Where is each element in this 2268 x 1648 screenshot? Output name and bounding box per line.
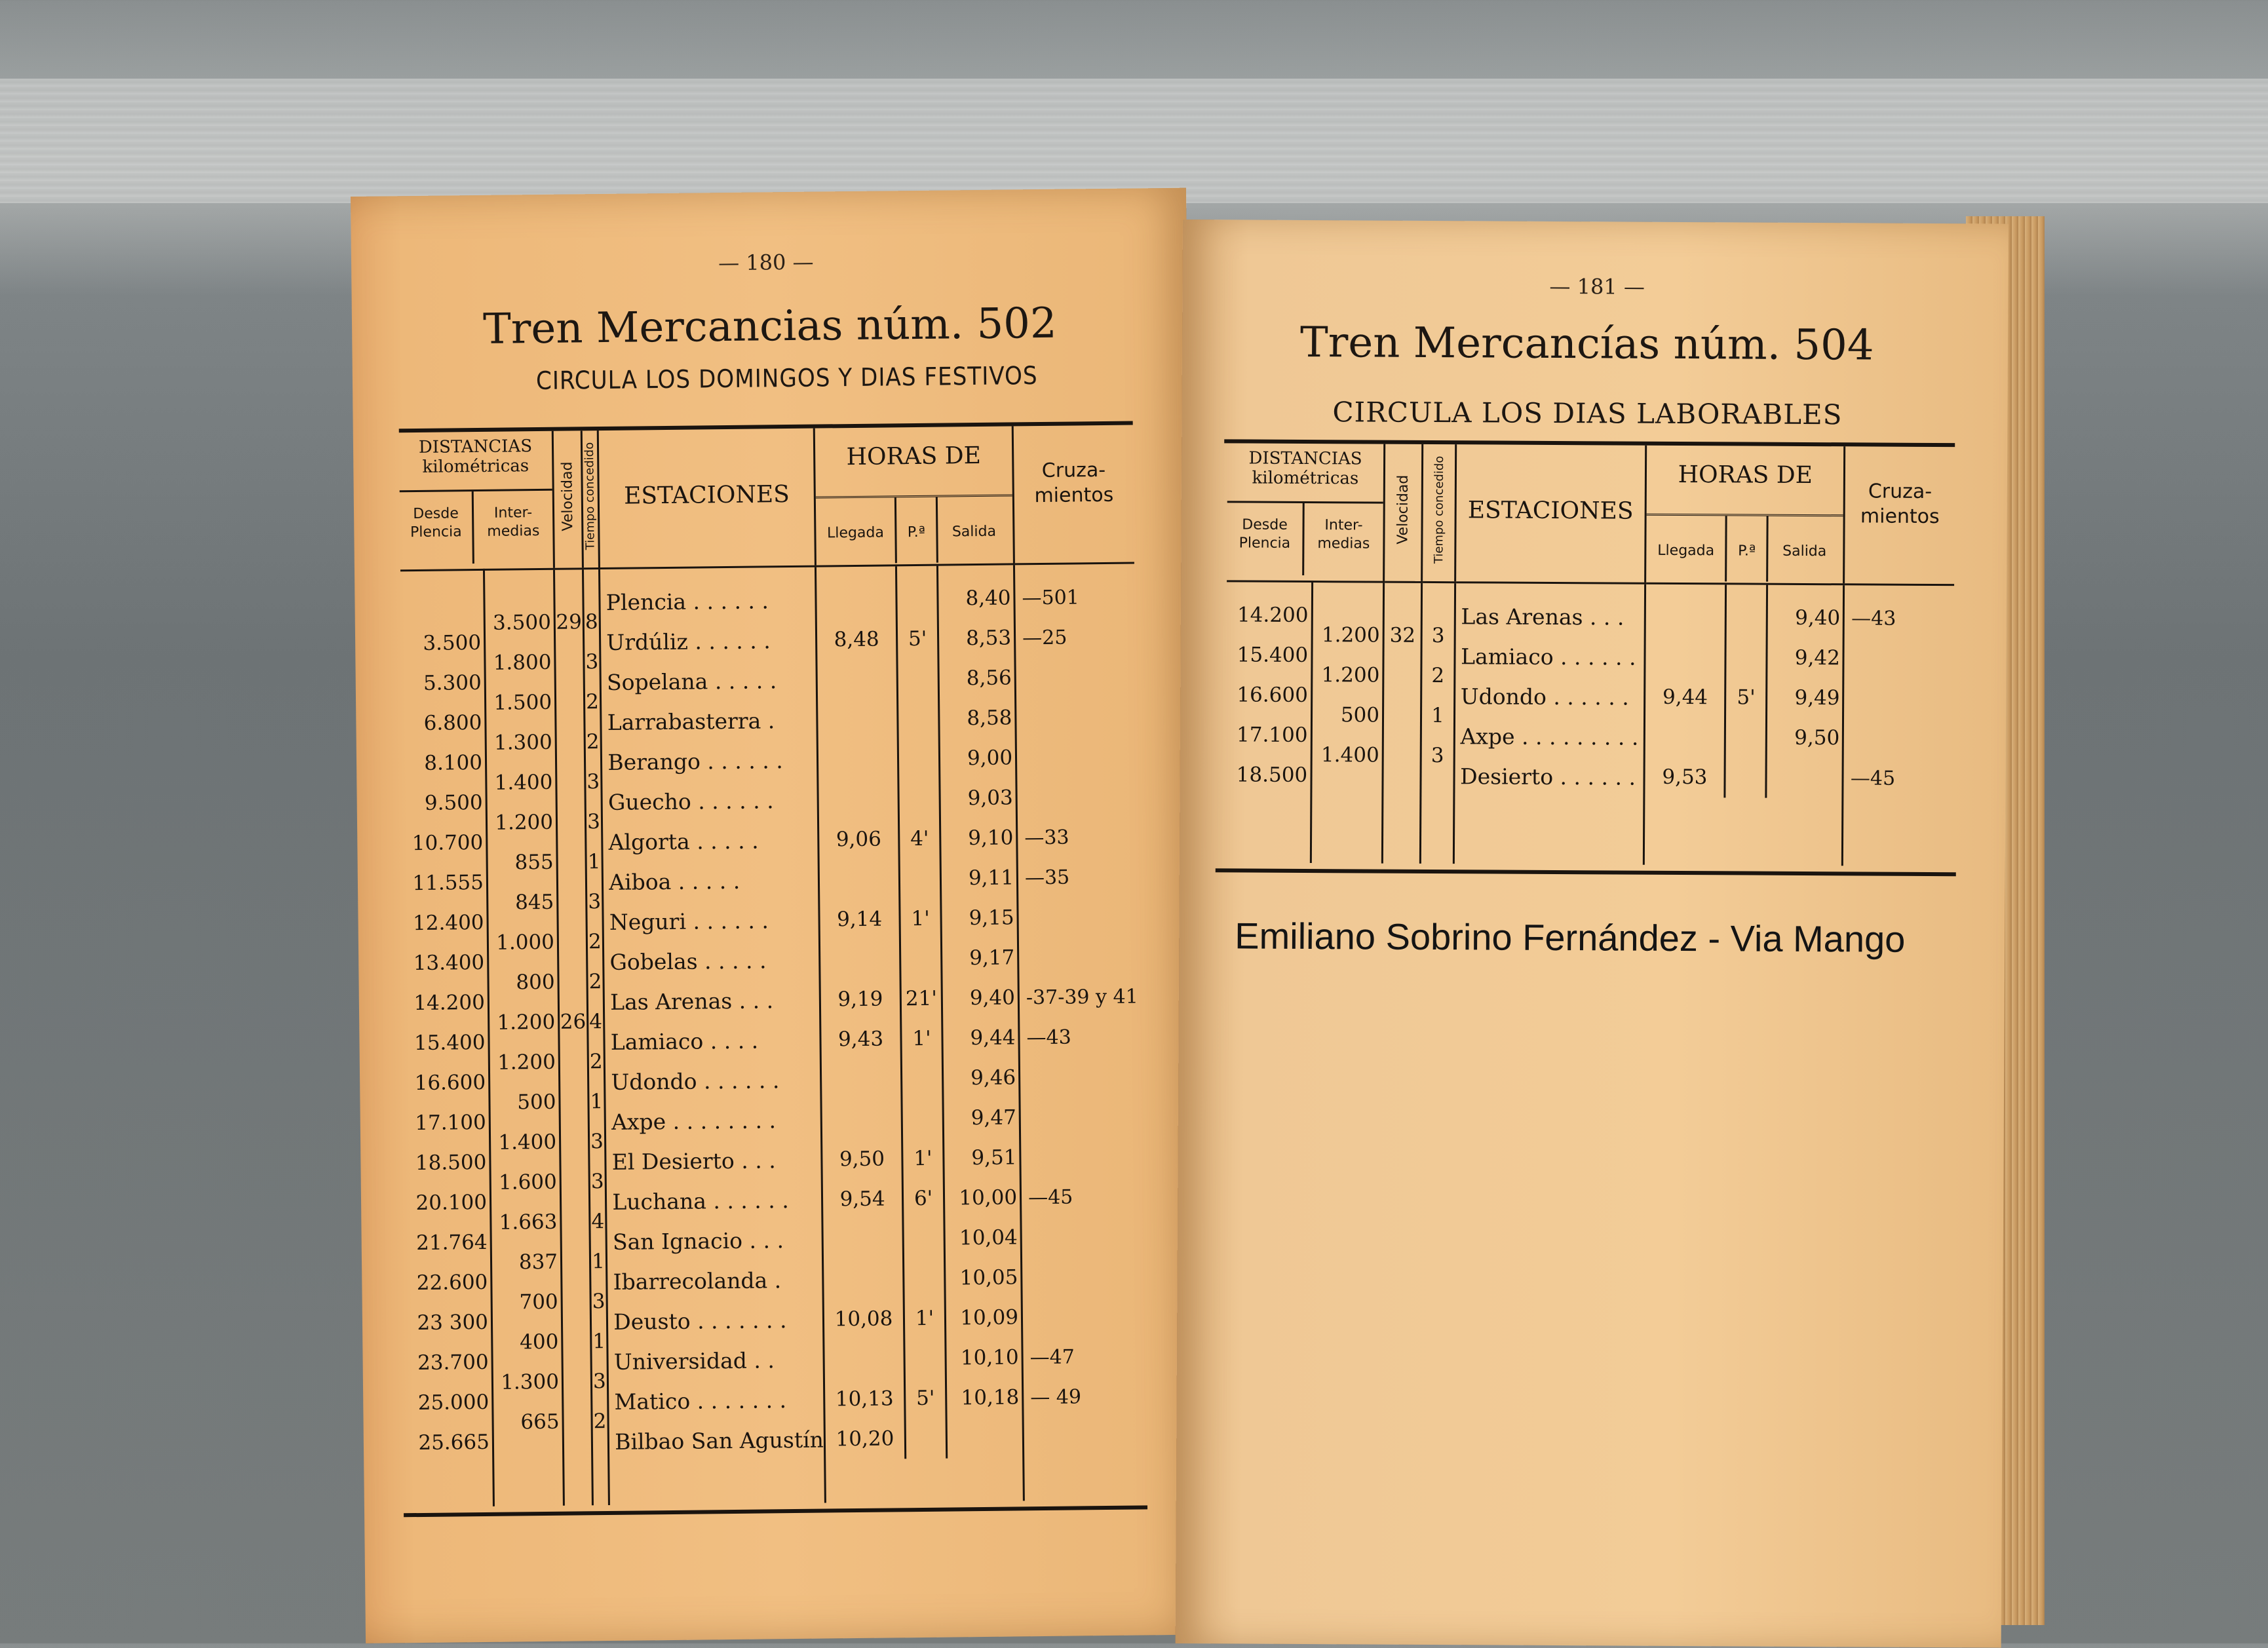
intermedias-cell: 855 bbox=[514, 850, 554, 874]
desde-cell: 22.600 bbox=[416, 1270, 488, 1295]
tiempo-cell: 2 bbox=[586, 729, 600, 754]
intermedias-cell: 800 bbox=[516, 970, 555, 994]
estaciones-cell: Berango . . . . . . bbox=[607, 747, 783, 775]
llegada-cell: 9,06 bbox=[836, 827, 882, 851]
tiempo-cell: 1 bbox=[1431, 703, 1444, 727]
pa-cell bbox=[901, 938, 941, 979]
salida-cell: 9,15 bbox=[969, 905, 1014, 930]
desde-cell: 18.500 bbox=[415, 1150, 487, 1175]
velocidad-cell bbox=[558, 842, 585, 882]
header-velocidad: Velocidad bbox=[1384, 444, 1423, 582]
header-salida: Salida bbox=[1766, 516, 1841, 583]
col-cruzamientos bbox=[1014, 563, 1144, 1501]
estaciones-cell: Lamiaco . . . . bbox=[610, 1027, 759, 1055]
tiempo-cell: 8 bbox=[585, 609, 598, 634]
llegada-cell bbox=[1646, 637, 1725, 678]
cruzamientos-cell: —33 bbox=[1024, 826, 1069, 849]
velocidad-cell bbox=[560, 1082, 587, 1122]
llegada-cell: 9,14 bbox=[836, 907, 883, 931]
header-estaciones: ESTACIONES bbox=[1455, 444, 1646, 583]
table-bottom-rule bbox=[1216, 868, 1956, 876]
desde-cell: 20.100 bbox=[415, 1190, 488, 1215]
cruzamientos-cell: —43 bbox=[1026, 1025, 1071, 1049]
desde-cell: 8.100 bbox=[424, 750, 483, 775]
pa-cell bbox=[1726, 757, 1765, 797]
velocidad-cell bbox=[1384, 695, 1421, 735]
header-desde: Desde Plencia bbox=[410, 505, 462, 541]
estaciones-cell: Udondo . . . . . . bbox=[611, 1067, 780, 1095]
cruzamientos-cell: —43 bbox=[1851, 606, 1896, 630]
page-subtitle: CIRCULA LOS DIAS LABORABLES bbox=[1332, 396, 1843, 431]
intermedias-cell: 1.000 bbox=[495, 930, 555, 955]
cruzamientos-cell bbox=[1851, 718, 1953, 759]
salida-cell: 8,53 bbox=[965, 625, 1012, 650]
pa-cell bbox=[906, 1418, 946, 1459]
desde-cell: 21.764 bbox=[415, 1230, 488, 1255]
estaciones-cell: Guecho . . . . . . bbox=[607, 787, 774, 815]
estaciones-cell: Udondo . . . . . . bbox=[1460, 683, 1629, 710]
intermedias-cell: 1.300 bbox=[501, 1370, 560, 1394]
tiempo-cell: 3 bbox=[590, 1129, 604, 1153]
header-pa: P.ª bbox=[894, 497, 936, 564]
desde-cell: 15.400 bbox=[413, 1030, 486, 1055]
salida-cell: 9,46 bbox=[970, 1065, 1016, 1090]
velocidad-cell bbox=[564, 1402, 590, 1442]
velocidad-cell bbox=[561, 1162, 588, 1202]
intermedias-cell: 1.600 bbox=[498, 1170, 557, 1195]
pa-cell: 5' bbox=[908, 626, 927, 651]
cruzamientos-cell bbox=[1022, 657, 1136, 698]
desde-cell: 9.500 bbox=[424, 790, 483, 815]
intermedias-cell: 400 bbox=[519, 1330, 559, 1354]
header-inter: Inter- medias bbox=[472, 491, 553, 564]
intermedias-cell: 1.400 bbox=[498, 1130, 557, 1155]
cruzamientos-cell bbox=[1028, 1136, 1141, 1178]
velocidad-cell bbox=[560, 1042, 587, 1082]
tiempo-cell: 3 bbox=[590, 1169, 604, 1193]
page-title: Tren Mercancías núm. 504 bbox=[1299, 318, 1874, 370]
llegada-cell bbox=[824, 1259, 903, 1299]
cruzamientos-cell: -37-39 y 41 bbox=[1026, 984, 1138, 1009]
intermedias-cell: 500 bbox=[1340, 702, 1380, 727]
pa-cell: 5' bbox=[1737, 685, 1756, 710]
llegada-cell: 9,53 bbox=[1662, 765, 1708, 789]
salida-cell bbox=[1767, 757, 1839, 798]
col-estaciones bbox=[1453, 582, 1645, 865]
llegada-cell bbox=[818, 699, 897, 740]
page-subtitle: CIRCULA LOS DOMINGOS Y DIAS FESTIVOS bbox=[535, 361, 1038, 396]
col-velocidad bbox=[1382, 582, 1422, 864]
desde-cell: 15.400 bbox=[1237, 642, 1309, 667]
pa-cell bbox=[898, 699, 938, 739]
desde-cell: 17.100 bbox=[1236, 722, 1308, 747]
cruzamientos-cell: —25 bbox=[1022, 626, 1067, 649]
desde-cell: 6.800 bbox=[423, 710, 482, 735]
desde-cell: 3.500 bbox=[423, 630, 482, 655]
col-estaciones bbox=[600, 566, 826, 1505]
cruzamientos-cell bbox=[1027, 1056, 1140, 1098]
left-page bbox=[351, 188, 1201, 1643]
salida-cell: 10,05 bbox=[959, 1265, 1018, 1290]
pa-cell bbox=[904, 1218, 944, 1259]
timetable-504 bbox=[1225, 443, 1955, 866]
estaciones-cell: Desierto . . . . . . bbox=[1460, 763, 1636, 790]
llegada-cell bbox=[1646, 597, 1725, 638]
desde-cell: 25.000 bbox=[417, 1390, 490, 1415]
desde-cell: 11.555 bbox=[412, 870, 484, 895]
pa-cell bbox=[905, 1338, 945, 1379]
tiempo-cell: 1 bbox=[590, 1089, 604, 1113]
llegada-cell bbox=[818, 779, 898, 820]
tiempo-cell: 3 bbox=[585, 649, 599, 674]
pa-cell bbox=[897, 579, 937, 619]
tiempo-cell: 3 bbox=[1431, 743, 1444, 767]
cruzamientos-cell bbox=[1026, 936, 1139, 978]
estaciones-cell: San Ignacio . . . bbox=[612, 1227, 784, 1255]
pa-cell bbox=[898, 659, 938, 699]
scanner-strip bbox=[0, 79, 2268, 203]
estaciones-cell: Luchana . . . . . . bbox=[612, 1187, 789, 1215]
header-tiempo: Tiempo concedido bbox=[1422, 444, 1455, 582]
desde-cell: 23 300 bbox=[417, 1310, 489, 1335]
estaciones-cell: Aiboa . . . . . bbox=[609, 868, 740, 895]
pa-cell: 1' bbox=[915, 1306, 934, 1330]
header-inter: Inter- medias bbox=[1302, 503, 1383, 576]
estaciones-cell: Larrabasterra . bbox=[607, 707, 775, 735]
tiempo-cell: 1 bbox=[592, 1329, 606, 1353]
header-llegada: Llegada bbox=[826, 524, 884, 542]
col-intermedias bbox=[1311, 581, 1384, 864]
pa-cell bbox=[902, 1058, 942, 1099]
col-intermedias bbox=[484, 569, 564, 1506]
header-salida: Salida bbox=[936, 496, 1010, 562]
velocidad-cell: 32 bbox=[1389, 623, 1416, 647]
cruzamientos-cell: —47 bbox=[1029, 1345, 1075, 1369]
salida-cell: 9,00 bbox=[967, 745, 1013, 770]
llegada-cell: 9,43 bbox=[837, 1027, 884, 1051]
pa-cell: 5' bbox=[915, 1386, 935, 1410]
tiempo-cell: 3 bbox=[586, 809, 601, 834]
pa-cell bbox=[899, 778, 939, 819]
page-number: — 181 — bbox=[1549, 273, 1645, 299]
llegada-cell bbox=[1645, 717, 1724, 757]
tiempo-cell: 2 bbox=[585, 689, 600, 714]
velocidad-cell: 29 bbox=[556, 609, 583, 634]
estaciones-cell: Las Arenas . . . bbox=[1461, 603, 1624, 630]
estaciones-cell: Axpe . . . . . . . . . bbox=[1460, 723, 1639, 750]
intermedias-cell: 500 bbox=[517, 1090, 556, 1114]
llegada-cell: 9,50 bbox=[839, 1147, 885, 1171]
page-title: Tren Mercancias núm. 502 bbox=[482, 299, 1058, 354]
intermedias-cell: 1.800 bbox=[493, 650, 552, 675]
salida-cell: 9,40 bbox=[969, 985, 1016, 1010]
cruzamientos-cell bbox=[1027, 1096, 1140, 1138]
velocidad-cell bbox=[558, 882, 585, 922]
intermedias-cell: 1.400 bbox=[1320, 742, 1379, 767]
llegada-cell: 9,54 bbox=[839, 1187, 885, 1211]
desde-cell: 10.700 bbox=[412, 830, 484, 855]
salida-cell bbox=[948, 1417, 1020, 1458]
pa-cell bbox=[903, 1098, 943, 1139]
pa-cell bbox=[1727, 638, 1766, 678]
intermedias-cell: 1.200 bbox=[497, 1050, 556, 1075]
velocidad-cell bbox=[556, 642, 583, 682]
velocidad-cell bbox=[562, 1242, 589, 1282]
tiempo-cell: 2 bbox=[1431, 663, 1445, 687]
pa-cell: 1' bbox=[911, 906, 930, 930]
salida-cell: 9,42 bbox=[1794, 645, 1840, 670]
llegada-cell: 10,20 bbox=[836, 1426, 894, 1451]
pa-cell bbox=[1726, 718, 1765, 757]
pa-cell bbox=[904, 1258, 944, 1299]
salida-cell: 9,47 bbox=[971, 1105, 1017, 1130]
cruzamientos-cell: —45 bbox=[1028, 1185, 1073, 1209]
estaciones-cell: El Desierto . . . bbox=[611, 1147, 776, 1175]
llegada-cell bbox=[817, 659, 896, 700]
header-cruzamientos: Cruza- mientos bbox=[1012, 425, 1134, 564]
llegada-cell: 10,08 bbox=[834, 1306, 893, 1331]
tiempo-cell: 2 bbox=[588, 929, 602, 953]
tiempo-cell: 1 bbox=[587, 849, 601, 873]
velocidad-cell bbox=[558, 802, 585, 842]
estaciones-cell: Las Arenas . . . bbox=[609, 987, 774, 1015]
intermedias-cell: 3.500 bbox=[492, 610, 552, 635]
pa-cell: 1' bbox=[913, 1146, 932, 1170]
llegada-cell bbox=[823, 1219, 902, 1259]
header-distancias: DISTANCIAS kilométricas Desde Plencia Inter- medias bbox=[1227, 443, 1385, 581]
header-desde: Desde Plencia bbox=[1239, 516, 1291, 552]
llegada-cell bbox=[817, 579, 896, 620]
llegada-cell bbox=[820, 859, 899, 900]
col-cruzamientos bbox=[1843, 584, 1954, 866]
header-estaciones: ESTACIONES bbox=[598, 429, 816, 568]
table-bottom-rule bbox=[404, 1505, 1147, 1517]
estaciones-cell: Plencia . . . . . . bbox=[605, 587, 769, 615]
velocidad-cell bbox=[562, 1282, 589, 1322]
salida-cell: 10,00 bbox=[959, 1185, 1018, 1210]
intermedias-cell: 1.663 bbox=[499, 1210, 558, 1235]
velocidad-cell bbox=[562, 1202, 588, 1242]
header-horas: HORAS DE Llegada P.ª Salida bbox=[814, 426, 1014, 565]
pa-cell: 6' bbox=[913, 1186, 933, 1210]
tiempo-cell: 3 bbox=[1431, 623, 1445, 647]
salida-cell: 9,10 bbox=[968, 825, 1014, 850]
intermedias-cell: 700 bbox=[519, 1290, 558, 1314]
cruzamientos-cell bbox=[1029, 1296, 1143, 1337]
col-desde bbox=[400, 569, 493, 1507]
llegada-cell: 10,13 bbox=[835, 1386, 894, 1411]
cruzamientos-cell bbox=[1851, 638, 1954, 679]
salida-cell: 9,49 bbox=[1794, 685, 1840, 710]
salida-cell: 9,11 bbox=[968, 865, 1014, 890]
intermedias-cell: 1.300 bbox=[493, 730, 552, 755]
cruzamientos-cell bbox=[1029, 1256, 1142, 1297]
velocidad-cell bbox=[557, 762, 584, 802]
desde-cell: 25.665 bbox=[418, 1430, 490, 1455]
intermedias-cell: 1.200 bbox=[1321, 662, 1380, 687]
llegada-cell bbox=[822, 1099, 902, 1140]
velocidad-cell bbox=[556, 682, 583, 722]
watermark-credit: Emiliano Sobrino Fernández - Via Mango bbox=[1235, 915, 1906, 960]
desde-cell: 13.400 bbox=[413, 950, 485, 975]
cruzamientos-cell bbox=[1024, 776, 1137, 818]
pa-cell bbox=[1727, 598, 1766, 638]
tiempo-cell: 3 bbox=[592, 1369, 606, 1393]
desde-cell: 12.400 bbox=[412, 910, 484, 935]
desde-cell: 14.200 bbox=[413, 990, 486, 1015]
intermedias-cell: 1.400 bbox=[494, 770, 553, 795]
salida-cell: 9,03 bbox=[967, 785, 1013, 810]
estaciones-cell: Matico . . . . . . . bbox=[614, 1387, 787, 1415]
estaciones-cell: Sopelana . . . . . bbox=[606, 667, 777, 695]
tiempo-cell: 3 bbox=[592, 1289, 605, 1313]
tiempo-cell: 1 bbox=[591, 1249, 605, 1273]
pa-cell: 21' bbox=[905, 986, 938, 1010]
col-horas bbox=[1644, 583, 1844, 866]
cruzamientos-cell bbox=[1028, 1216, 1142, 1257]
estaciones-cell: Lamiaco . . . . . . bbox=[1461, 643, 1636, 670]
estaciones-cell: Algorta . . . . . bbox=[608, 828, 759, 855]
tiempo-cell: 3 bbox=[586, 769, 600, 794]
tiempo-cell: 2 bbox=[589, 1049, 603, 1073]
velocidad-cell bbox=[559, 922, 586, 962]
salida-cell: 9,17 bbox=[969, 945, 1015, 970]
page-number: — 180 — bbox=[718, 249, 814, 276]
desde-cell: 16.600 bbox=[414, 1070, 486, 1095]
right-page bbox=[1176, 220, 2009, 1648]
cruzamientos-cell bbox=[1025, 896, 1138, 938]
cruzamientos-cell bbox=[1023, 697, 1136, 738]
col-desde bbox=[1225, 581, 1312, 863]
llegada-cell: 8,48 bbox=[834, 627, 879, 651]
estaciones-cell: Gobelas . . . . . bbox=[609, 947, 767, 975]
header-llegada: Llegada bbox=[1657, 542, 1715, 560]
salida-cell: 8,40 bbox=[965, 585, 1011, 610]
estaciones-cell: Urdúliz . . . . . . bbox=[606, 627, 771, 655]
llegada-cell bbox=[824, 1339, 904, 1379]
cruzamientos-cell: —45 bbox=[1850, 766, 1896, 790]
desde-cell: 5.300 bbox=[423, 670, 482, 695]
col-tiempo bbox=[1421, 582, 1455, 864]
desde-cell: 16.600 bbox=[1237, 682, 1308, 707]
llegada-cell bbox=[822, 1059, 901, 1100]
header-distancias: DISTANCIAS kilométricas Desde Plencia Inter- medias bbox=[399, 431, 554, 570]
salida-cell: 9,50 bbox=[1794, 725, 1840, 750]
pa-cell: 1' bbox=[912, 1026, 931, 1050]
salida-cell: 9,51 bbox=[971, 1145, 1017, 1170]
desde-cell: 17.100 bbox=[415, 1110, 486, 1135]
timetable-502 bbox=[399, 425, 1144, 1508]
cruzamientos-cell: —501 bbox=[1022, 585, 1079, 609]
desde-cell: 23.700 bbox=[417, 1350, 489, 1375]
salida-cell: 10,18 bbox=[961, 1385, 1020, 1409]
intermedias-cell: 1.500 bbox=[493, 690, 552, 715]
cruzamientos-cell: —35 bbox=[1024, 866, 1070, 889]
llegada-cell: 9,44 bbox=[1662, 685, 1708, 709]
estaciones-cell: Axpe . . . . . . . . bbox=[611, 1107, 777, 1135]
velocidad-cell bbox=[559, 962, 586, 1002]
intermedias-cell: 1.200 bbox=[497, 1010, 556, 1035]
velocidad-cell bbox=[564, 1362, 590, 1402]
intermedias-cell: 1.200 bbox=[1321, 623, 1380, 647]
llegada-cell bbox=[820, 939, 900, 980]
llegada-cell: 9,19 bbox=[837, 987, 883, 1011]
pa-cell bbox=[899, 738, 939, 779]
cruzamientos-cell bbox=[1024, 737, 1137, 778]
pa-cell: 4' bbox=[910, 826, 929, 851]
salida-cell: 8,58 bbox=[967, 705, 1012, 730]
desde-cell: 14.200 bbox=[1237, 602, 1309, 627]
tiempo-cell: 4 bbox=[589, 1009, 603, 1033]
salida-cell: 10,04 bbox=[959, 1225, 1018, 1250]
intermedias-cell: 1.200 bbox=[495, 810, 554, 835]
header-tiempo: Tiempo concedido bbox=[581, 431, 600, 568]
velocidad-cell bbox=[1384, 655, 1421, 695]
estaciones-cell: Deusto . . . . . . . bbox=[613, 1307, 787, 1335]
cruzamientos-cell: — 49 bbox=[1030, 1385, 1082, 1409]
pa-cell bbox=[900, 858, 940, 899]
estaciones-cell: Bilbao San Agustín bbox=[614, 1427, 824, 1455]
estaciones-cell: Universidad . . bbox=[613, 1347, 775, 1375]
header-pa: P.ª bbox=[1725, 516, 1767, 581]
estaciones-cell: Neguri . . . . . . bbox=[609, 907, 769, 935]
estaciones-cell: Ibarrecolanda . bbox=[613, 1267, 782, 1295]
velocidad-cell bbox=[561, 1122, 588, 1162]
salida-cell: 9,40 bbox=[1795, 605, 1841, 630]
header-cruzamientos: Cruza- mientos bbox=[1844, 446, 1955, 584]
cruzamientos-cell bbox=[1031, 1416, 1144, 1457]
salida-cell: 10,09 bbox=[960, 1305, 1019, 1330]
velocidad-cell bbox=[563, 1322, 590, 1362]
velocidad-cell: 26 bbox=[560, 1009, 586, 1034]
desde-cell: 18.500 bbox=[1236, 762, 1308, 787]
header-velocidad: Velocidad bbox=[552, 431, 583, 568]
header-horas: HORAS DE Llegada P.ª Salida bbox=[1645, 446, 1845, 584]
intermedias-cell: 665 bbox=[520, 1409, 560, 1434]
col-horas bbox=[815, 564, 1024, 1503]
velocidad-cell bbox=[1384, 735, 1421, 775]
velocidad-cell bbox=[556, 722, 583, 762]
intermedias-cell: 845 bbox=[514, 890, 554, 914]
intermedias-cell: 837 bbox=[518, 1250, 558, 1274]
tiempo-cell: 2 bbox=[588, 969, 602, 993]
tiempo-cell: 3 bbox=[588, 889, 602, 913]
salida-cell: 9,44 bbox=[970, 1025, 1016, 1050]
tiempo-cell: 4 bbox=[591, 1209, 605, 1233]
tiempo-cell: 2 bbox=[593, 1409, 607, 1433]
salida-cell: 10,10 bbox=[960, 1345, 1019, 1370]
llegada-cell bbox=[818, 739, 898, 780]
cruzamientos-cell bbox=[1851, 678, 1953, 719]
salida-cell: 8,56 bbox=[966, 665, 1012, 690]
